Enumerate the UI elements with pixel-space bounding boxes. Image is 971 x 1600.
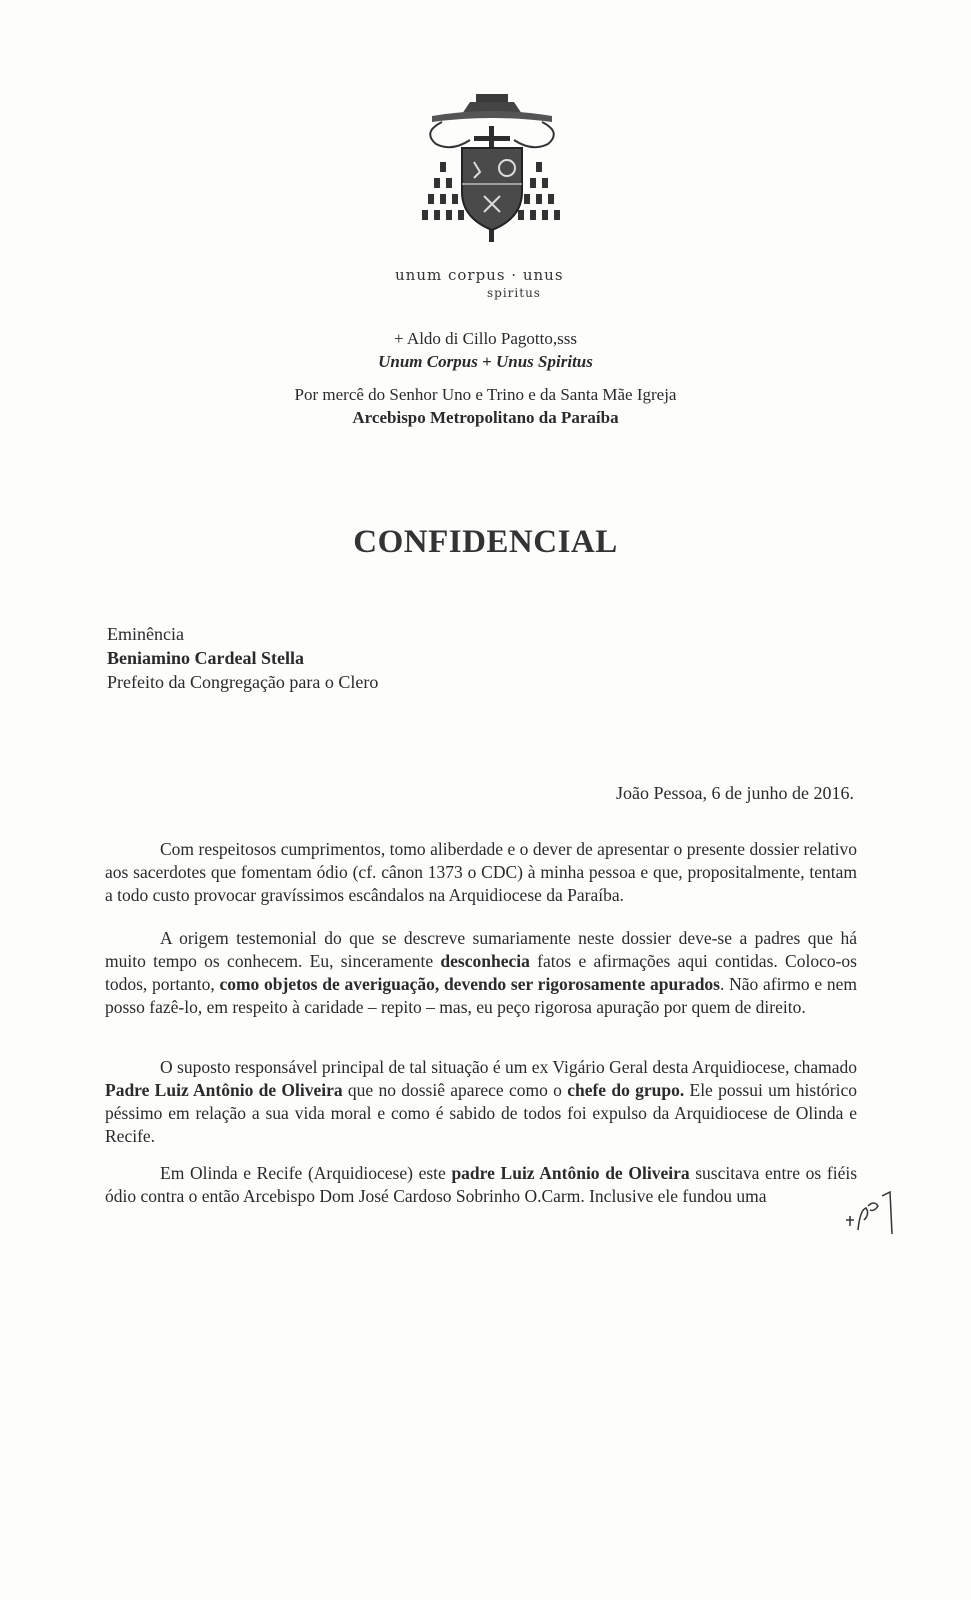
date-line: João Pessoa, 6 de junho de 2016. [616,783,854,803]
paragraph-3-text-c: Ele possui um histórico péssimo em relação a sua vida moral e como é sabido de todos foi expulso da Arquidiocese de Olinda e Recife. [105,1080,858,1146]
addressee-name: Beniamino Cardeal Stella [107,648,304,668]
paragraph-4-bold-a: padre Luiz Antônio de Oliveira [451,1163,690,1183]
gothic-motto [395,266,595,302]
paragraph-3-bold-b: chefe do grupo. [567,1080,685,1100]
archbishop-title: Arcebispo Metropolitano da Paraíba [352,408,619,427]
paragraph-1-text: Com respeitosos cumprimentos, tomo aliberdade e o dever de apresentar o presente dossier relativo aos sacerdotes que fomentam ódio (cf. cânon 1373 o CDC) à minha pessoa e que, propositalmente, tentam a todo custo provocar gravíssimos escândalos na Arquidiocese da Paraíba. [105,839,857,905]
body-paragraph-2 [105,927,857,1019]
confidential-heading: CONFIDENCIAL [353,524,618,560]
paragraph-3-text-a: O suposto responsável principal de tal situação é um ex Vigário Geral desta Arquidiocese, chamado [160,1057,857,1077]
paragraph-3-bold-a: Padre Luiz Antônio de Oliveira [105,1080,343,1100]
paragraph-4-text-a: Em Olinda e Recife (Arquidiocese) este [160,1163,452,1183]
paragraph-2-text-a: A origem testemonial do que se descreve sumariamente neste dossier deve-se a padres que há muito tempo os conhecem. Eu, sinceramente [105,928,857,971]
bishop-name: + Aldo di Cillo Pagotto,sss [394,329,577,348]
addressee-office: Prefeito da Congregação para o Clero [107,672,379,692]
body-paragraph-1 [105,838,857,907]
body-paragraph-3 [105,1056,857,1148]
gothic-motto-line-2: spiritus [487,286,541,300]
body-paragraph-4 [105,1162,857,1208]
paragraph-2-text-b: fatos e afirmações aqui contidas. Coloco-os todos, portanto, [105,951,857,994]
gothic-motto-line-1: unum corpus · unus [395,266,564,284]
mercy-line: Por mercê do Senhor Uno e Trino e da Santa Mãe Igreja [294,385,677,404]
coat-of-arms-icon [412,92,572,252]
paragraph-4-text-b: suscitava entre os fiéis ódio contra o então Arcebispo Dom José Cardoso Sobrinho O.Carm. Inclusive ele fundou uma [105,1163,858,1206]
handwritten-initials-icon [838,1190,898,1240]
paragraph-2-bold-a: desconhecia [440,951,530,971]
bishop-motto: Unum Corpus + Unus Spiritus [378,352,593,371]
paragraph-2-text-c: . Não afirmo e nem posso fazê-lo, em respeito à caridade – repito – mas, eu peço rigorosa apuração por quem de direito. [105,974,857,1017]
addressee-salutation: Eminência [107,624,184,644]
paragraph-2-bold-b: como objetos de averiguação, devendo ser rigorosamente apurados [219,974,720,994]
paragraph-3-text-b: que no dossiê aparece como o [342,1080,568,1100]
